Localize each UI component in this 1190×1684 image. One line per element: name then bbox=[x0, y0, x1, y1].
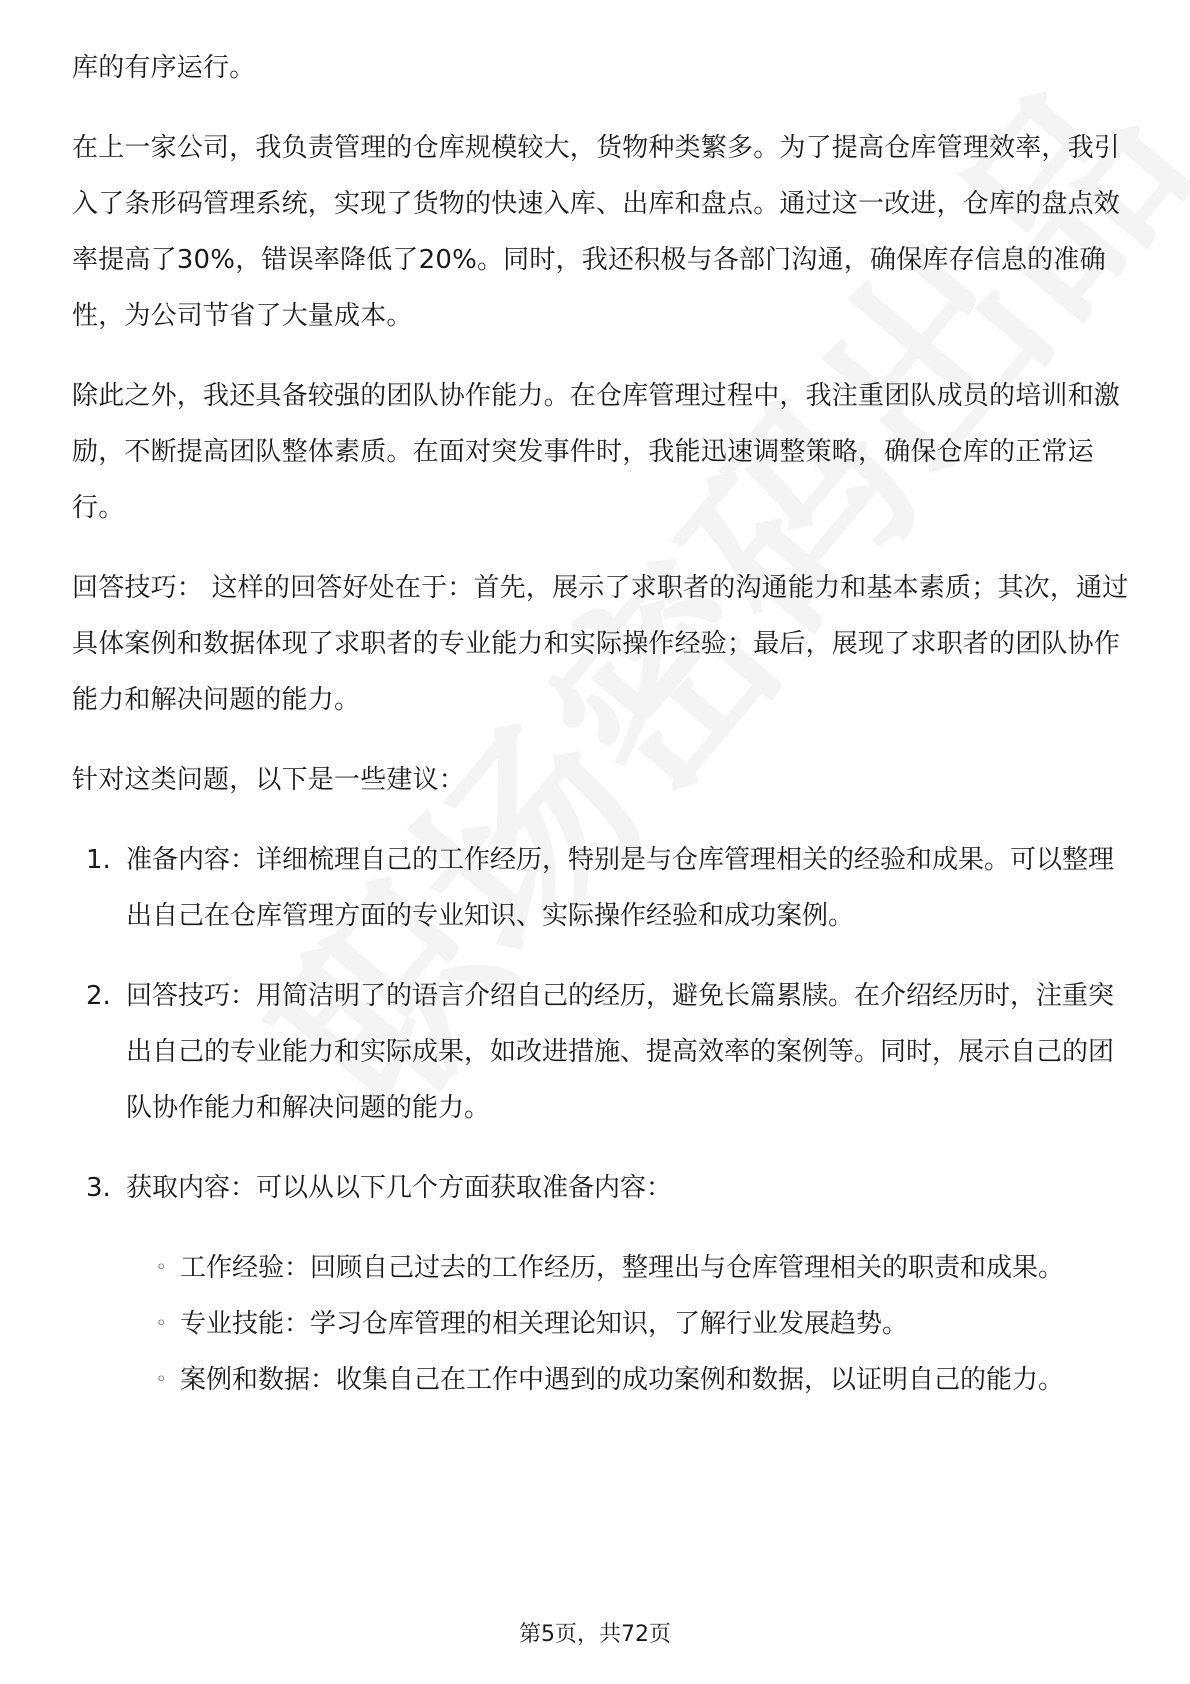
list-item-text: 准备内容：详细梳理自己的工作经历，特别是与仓库管理相关的经验和成果。可以整理出自己在仓库管理方面的专业知识、实际操作经验和成功案例。 bbox=[126, 845, 1115, 931]
list-item bbox=[72, 968, 1132, 1136]
list-item bbox=[72, 1160, 1132, 1408]
paragraph: 回答技巧： 这样的回答好处在于：首先，展示了求职者的沟通能力和基本素质；其次，通过具体案例和数据体现了求职者的专业能力和实际操作经验；最后，展现了求职者的团队协作能力和解决问题的能力。 bbox=[72, 573, 1129, 715]
sub-list-item bbox=[126, 1352, 1132, 1408]
sub-list bbox=[126, 1240, 1132, 1408]
list-item-text: 获取内容：可以从以下几个方面获取准备内容： bbox=[126, 1173, 673, 1203]
list-item bbox=[72, 832, 1132, 944]
bullet-icon: ◦ bbox=[156, 1313, 167, 1334]
list-number: 3. bbox=[86, 1173, 111, 1203]
document-body bbox=[72, 40, 1132, 1432]
paragraph: 除此之外，我还具备较强的团队协作能力。在仓库管理过程中，我注重团队成员的培训和激励，不断提高团队整体素质。在面对突发事件时，我能迅速调整策略，确保仓库的正常运行。 bbox=[72, 381, 1121, 523]
list-item-text: 回答技巧：用简洁明了的语言介绍自己的经历，避免长篇累牍。在介绍经历时，注重突出自己的专业能力和实际成果，如改进措施、提高效率的案例等。同时，展示自己的团队协作能力和解决问题的能力。 bbox=[126, 981, 1115, 1123]
sub-list-item bbox=[126, 1296, 1132, 1352]
bullet-icon: ◦ bbox=[156, 1257, 167, 1278]
page-number-footer: 第5页，共72页 bbox=[519, 1622, 671, 1647]
bullet-icon: ◦ bbox=[156, 1369, 167, 1390]
paragraph: 在上一家公司，我负责管理的仓库规模较大，货物种类繁多。为了提高仓库管理效率，我引入了条形码管理系统，实现了货物的快速入库、出库和盘点。通过这一改进，仓库的盘点效率提高了30%，错误率降低了20%。同时，我还积极与各部门沟通，确保库存信息的准确性，为公司节省了大量成本。 bbox=[72, 133, 1121, 331]
paragraph: 针对这类问题，以下是一些建议： bbox=[72, 765, 466, 795]
list-number: 1. bbox=[86, 845, 111, 875]
suggestion-list bbox=[72, 832, 1132, 1408]
sub-list-item-text: 案例和数据：收集自己在工作中遇到的成功案例和数据，以证明自己的能力。 bbox=[180, 1365, 1065, 1395]
list-number: 2. bbox=[86, 981, 111, 1011]
paragraph: 库的有序运行。 bbox=[72, 53, 256, 83]
sub-list-item-text: 专业技能：学习仓库管理的相关理论知识，了解行业发展趋势。 bbox=[180, 1309, 909, 1339]
sub-list-item-text: 工作经验：回顾自己过去的工作经历，整理出与仓库管理相关的职责和成果。 bbox=[180, 1253, 1065, 1283]
sub-list-item bbox=[126, 1240, 1132, 1296]
